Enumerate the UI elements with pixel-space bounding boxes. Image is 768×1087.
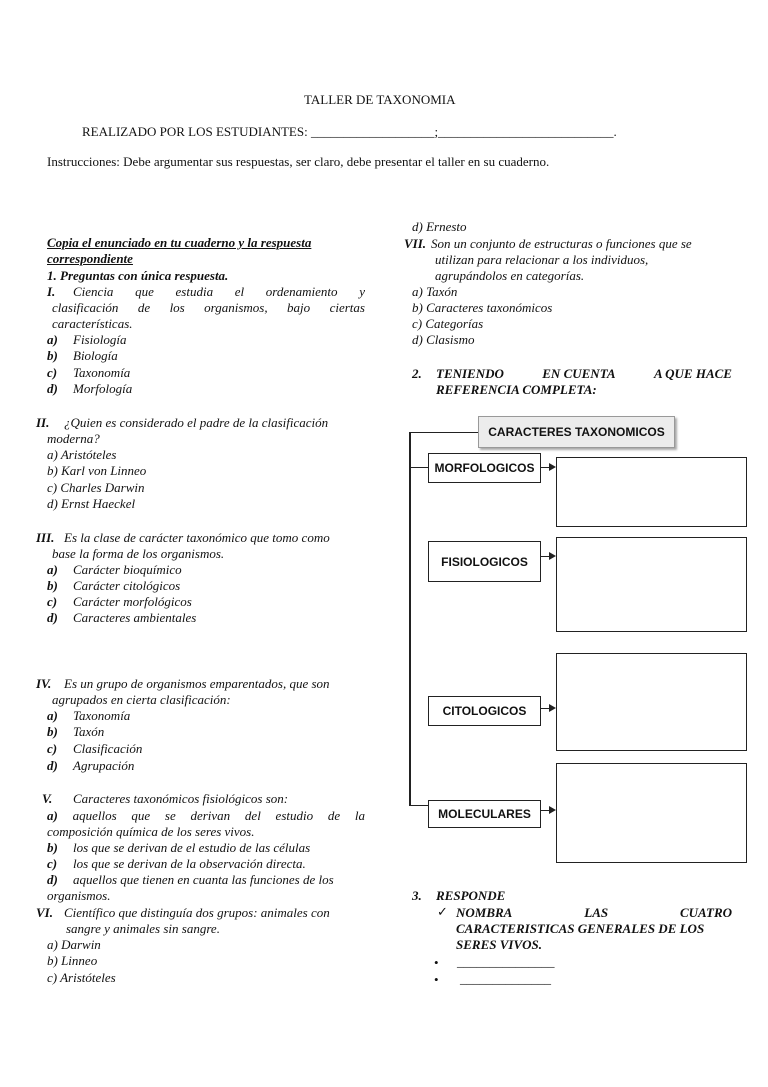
question-4: IV. Es un grupo de organismos emparentados, que son — [36, 676, 330, 691]
question-5-option-a: a) aquellos que se derivan del estudio de la — [47, 808, 365, 823]
section-2-heading: TENIENDO EN CUENTA A QUE HACE — [436, 366, 732, 381]
option: d) Ernesto — [412, 219, 467, 234]
section-2-heading-cont: REFERENCIA COMPLETA: — [436, 382, 597, 397]
student-names-line: REALIZADO POR LOS ESTUDIANTES: ___________________;___________________________. — [82, 124, 617, 139]
option: b) Biología — [47, 348, 118, 363]
option: c) Taxonomía — [47, 365, 131, 380]
answer-box-morfologicos[interactable] — [556, 457, 747, 527]
option: c) Carácter morfológicos — [47, 594, 192, 609]
answer-box-moleculares[interactable] — [556, 763, 747, 863]
option: a) Aristóteles — [47, 447, 117, 462]
question-3: III. Es la clase de carácter taxonómico que tomo como — [36, 530, 330, 545]
arrow-icon — [549, 463, 556, 471]
section-2-number: 2. — [412, 366, 422, 381]
option: a) Darwin — [47, 937, 101, 952]
answer-blank[interactable]: _______________ — [457, 954, 555, 969]
moleculares-label: MOLECULARES — [428, 800, 541, 828]
question-2-line-2: moderna? — [47, 431, 100, 446]
option: a) Fisiología — [47, 332, 127, 347]
section-1-heading: 1. Preguntas con única respuesta. — [47, 268, 229, 283]
option: d) aquellos que tienen en cuanta las funciones de los — [47, 872, 334, 887]
question-7-line-2: utilizan para relacionar a los individuos, — [435, 252, 649, 267]
question-1-line-3: características. — [52, 316, 133, 331]
option: d) Ernst Haeckel — [47, 496, 136, 511]
option: b) Karl von Linneo — [47, 463, 147, 478]
option: c) Clasificación — [47, 741, 143, 756]
question-7: VII. Son un conjunto de estructuras o funciones que se — [404, 236, 692, 251]
option: d) Agrupación — [47, 758, 135, 773]
question-6-line-2: sangre y animales sin sangre. — [66, 921, 220, 936]
copy-instruction-cont: correspondiente — [47, 251, 133, 266]
bullet-icon: • — [434, 955, 439, 970]
option: c) Categorías — [412, 316, 484, 331]
option: b) Taxón — [47, 724, 105, 739]
answer-blank[interactable]: ______________ — [460, 971, 551, 986]
question-2: II. ¿Quien es considerado el padre de la clasificación — [36, 415, 329, 430]
question-5: V. Caracteres taxonómicos fisiológicos son: — [42, 791, 289, 806]
option: d) Clasismo — [412, 332, 475, 347]
diagram-title: CARACTERES TAXONOMICOS — [478, 416, 675, 448]
arrow-icon — [549, 552, 556, 560]
connector — [409, 432, 411, 806]
option: c) Charles Darwin — [47, 480, 145, 495]
option: d) Caracteres ambientales — [47, 610, 197, 625]
question-3-line-2: base la forma de los organismos. — [52, 546, 225, 561]
question-5-option-a-cont: composición química de los seres vivos. — [47, 824, 255, 839]
section-3-item-cont: SERES VIVOS. — [456, 937, 542, 952]
option: a) Taxonomía — [47, 708, 131, 723]
option: b) Linneo — [47, 953, 98, 968]
citologicos-label: CITOLOGICOS — [428, 696, 541, 726]
question-4-line-2: agrupados en cierta clasificación: — [52, 692, 231, 707]
morfologicos-label: MORFOLOGICOS — [428, 453, 541, 483]
option: b) los que se derivan de el estudio de las células — [47, 840, 311, 855]
fisiologicos-label: FISIOLOGICOS — [428, 541, 541, 582]
bullet-icon: • — [434, 972, 439, 987]
connector — [409, 467, 429, 468]
option: a) Carácter bioquímico — [47, 562, 182, 577]
question-6: VI. Científico que distinguía dos grupos: animales con — [36, 905, 330, 920]
option-cont: organismos. — [47, 888, 111, 903]
section-3-item-cont: CARACTERISTICAS GENERALES DE LOS — [456, 921, 705, 936]
answer-box-citologicos[interactable] — [556, 653, 747, 751]
section-3-item: NOMBRA LAS CUATRO — [456, 905, 732, 920]
option: b) Carácter citológicos — [47, 578, 181, 593]
question-1: I. Ciencia que estudia el ordenamiento y — [47, 284, 365, 299]
instructions: Instrucciones: Debe argumentar sus respuestas, ser claro, debe presentar el taller en su cuaderno. — [47, 154, 550, 169]
option: d) Morfología — [47, 381, 133, 396]
connector — [409, 432, 479, 433]
arrow-icon — [549, 704, 556, 712]
section-3-heading: RESPONDE — [436, 888, 506, 903]
section-3-number: 3. — [412, 888, 422, 903]
option: b) Caracteres taxonómicos — [412, 300, 553, 315]
arrow-icon — [549, 806, 556, 814]
option: c) Aristóteles — [47, 970, 116, 985]
question-1-line-2: clasificación de los organismos, bajo ciertas — [52, 300, 365, 315]
answer-box-fisiologicos[interactable] — [556, 537, 747, 632]
option: a) Taxón — [412, 284, 458, 299]
page-title: TALLER DE TAXONOMIA — [304, 92, 456, 107]
option: c) los que se derivan de la observación directa. — [47, 856, 306, 871]
copy-instruction: Copia el enunciado en tu cuaderno y la respuesta — [47, 235, 312, 250]
question-number: I. — [47, 284, 56, 299]
question-7-line-3: agrupándolos en categorías. — [435, 268, 585, 283]
checkmark-icon: ✓ — [437, 904, 448, 919]
connector — [409, 805, 429, 806]
